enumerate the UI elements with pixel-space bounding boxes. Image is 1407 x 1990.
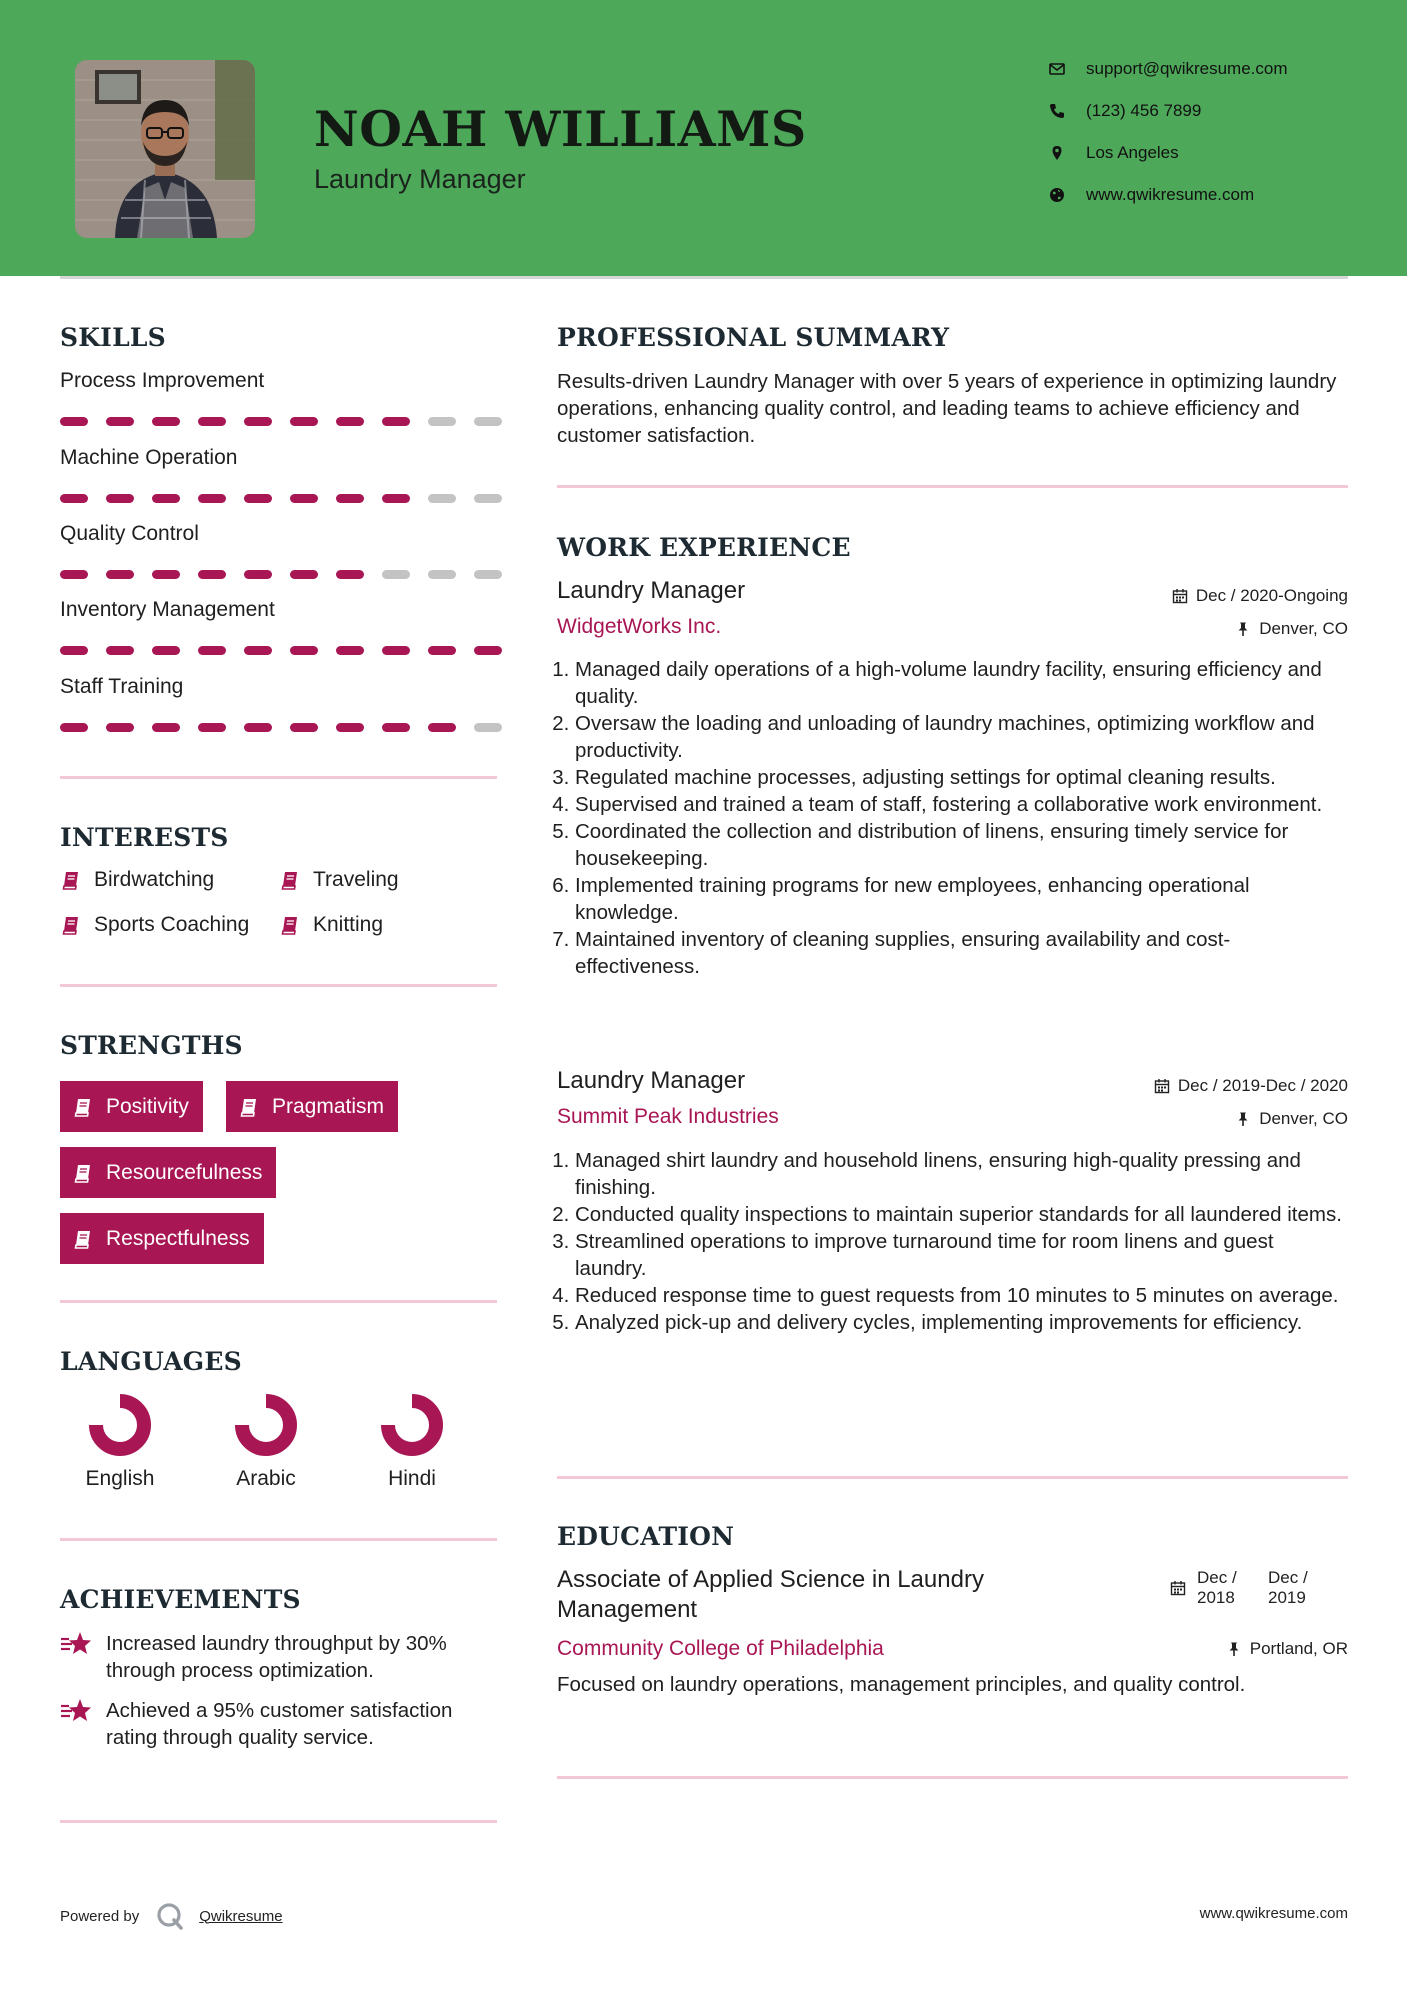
achievements-title: ACHIEVEMENTS <box>60 1585 301 1614</box>
education-title: EDUCATION <box>557 1522 735 1551</box>
skill-dash-filled <box>428 723 456 732</box>
achievement-text: Achieved a 95% customer satisfaction rating through quality service. <box>106 1699 453 1749</box>
job-title: Laundry Manager <box>557 1067 746 1094</box>
job-date-text: Dec / 2020-Ongoing <box>1195 586 1348 605</box>
skill-dash-filled <box>60 723 88 732</box>
qwikresume-link[interactable]: Qwikresume <box>199 1907 283 1925</box>
language-proficiency-arc <box>96 1401 144 1449</box>
skill-dash-empty <box>428 570 456 579</box>
header-banner <box>0 0 1407 276</box>
skill-dash-filled <box>290 417 318 426</box>
footer-powered-by <box>60 1901 283 1931</box>
education-start-year: 2018 <box>1197 1588 1235 1607</box>
skills-title: SKILLS <box>60 323 166 352</box>
skill-dash-filled <box>382 417 410 426</box>
responsibility-item: 1. Managed daily operations of a high-volume laundry facility, ensuring efficiency and quality. <box>575 656 1347 710</box>
responsibility-item: 2. Conducted quality inspections to maintain superior standards for all laundered items. <box>575 1201 1347 1228</box>
responsibility-item: 1. Managed shirt laundry and household linens, ensuring high-quality pressing and finishing. <box>575 1147 1347 1201</box>
skill-dash-filled <box>382 646 410 655</box>
strength-chip <box>60 1147 276 1198</box>
skill-dash-empty <box>474 570 502 579</box>
job-location <box>1235 619 1348 639</box>
responsibility-item: 4. Reduced response time to guest requests from 10 minutes to 5 minutes on average. <box>575 1282 1347 1309</box>
education-end-date <box>1268 1568 1308 1608</box>
skill-dash-filled <box>198 646 226 655</box>
responsibility-item: 2. Oversaw the loading and unloading of laundry machines, optimizing workflow and productivity. <box>575 710 1347 764</box>
contact-website-text: www.qwikresume.com <box>1086 185 1255 204</box>
language-name: Arabic <box>236 1467 296 1490</box>
skill-label: Inventory Management <box>60 598 275 621</box>
book-icon <box>238 1096 260 1118</box>
globe-icon <box>1048 186 1066 204</box>
language-proficiency-arc <box>242 1401 290 1449</box>
skill-level-bar <box>60 570 502 579</box>
skill-dash-filled <box>474 646 502 655</box>
achievement-text: Increased laundry throughput by 30% through process optimization. <box>106 1632 447 1682</box>
education-divider <box>557 1776 1348 1779</box>
skill-label: Quality Control <box>60 522 199 545</box>
skill-dash-filled <box>152 646 180 655</box>
skill-dash-empty <box>382 570 410 579</box>
skill-dash-filled <box>244 417 272 426</box>
education-end-month: Dec / <box>1268 1568 1308 1587</box>
skill-dash-filled <box>290 646 318 655</box>
job-company: Summit Peak Industries <box>557 1105 779 1128</box>
skill-dash-filled <box>290 570 318 579</box>
contact-phone[interactable] <box>1048 96 1378 126</box>
skill-dash-filled <box>152 417 180 426</box>
book-icon <box>60 914 82 936</box>
profile-photo <box>75 60 255 238</box>
skill-dash-filled <box>106 494 134 503</box>
interest-item <box>60 868 214 892</box>
interest-item <box>279 868 399 892</box>
book-icon <box>279 869 301 891</box>
skill-dash-filled <box>428 646 456 655</box>
skill-dash-filled <box>106 570 134 579</box>
skill-dash-filled <box>336 417 364 426</box>
education-degree: Associate of Applied Science in Laundry <box>557 1566 984 1593</box>
interest-item <box>279 913 383 937</box>
skill-dash-filled <box>198 570 226 579</box>
skill-level-bar <box>60 494 502 503</box>
skill-dash-filled <box>106 723 134 732</box>
contact-location <box>1048 138 1378 168</box>
job-location <box>1235 1109 1348 1129</box>
strength-label: Pragmatism <box>272 1094 385 1118</box>
profile-photo-illustration <box>75 60 255 238</box>
skill-dash-filled <box>244 494 272 503</box>
skills-divider <box>60 776 497 779</box>
languages-title: LANGUAGES <box>60 1347 242 1376</box>
qwikresume-logo-icon <box>155 1901 185 1931</box>
responsibility-item: 4. Supervised and trained a team of staff, fostering a collaborative work environment. <box>575 791 1347 818</box>
calendar-icon <box>1172 588 1188 604</box>
education-description: Focused on laundry operations, management principles, and quality control. <box>557 1673 1246 1696</box>
language-name: Hindi <box>388 1467 436 1490</box>
language-proficiency-ring <box>88 1393 152 1457</box>
languages-divider <box>60 1538 497 1541</box>
strengths-divider <box>60 1300 497 1303</box>
skill-dash-empty <box>474 494 502 503</box>
star-medal-icon <box>60 1630 94 1658</box>
responsibility-item: 5. Analyzed pick-up and delivery cycles, implementing improvements for efficiency. <box>575 1309 1347 1336</box>
book-icon <box>72 1228 94 1250</box>
strengths-title: STRENGTHS <box>60 1031 243 1060</box>
map-pin-icon <box>1048 144 1066 162</box>
achievements-divider <box>60 1820 497 1823</box>
strength-label: Respectfulness <box>106 1226 250 1250</box>
pushpin-icon <box>1226 1641 1242 1657</box>
skill-dash-empty <box>428 417 456 426</box>
summary-divider <box>557 485 1348 488</box>
contact-website[interactable] <box>1048 180 1378 210</box>
language-proficiency-ring <box>380 1393 444 1457</box>
experience-title: WORK EXPERIENCE <box>557 533 851 562</box>
skill-label: Process Improvement <box>60 369 265 392</box>
job-responsibilities <box>557 656 1347 980</box>
calendar-icon <box>1154 1078 1170 1094</box>
pushpin-icon <box>1235 621 1251 637</box>
skill-dash-filled <box>244 646 272 655</box>
strength-chip <box>60 1081 203 1132</box>
book-icon <box>72 1162 94 1184</box>
header-divider <box>60 276 1348 279</box>
skill-dash-filled <box>152 494 180 503</box>
language-item <box>352 1393 472 1491</box>
skill-dash-filled <box>106 417 134 426</box>
book-icon <box>279 914 301 936</box>
skill-dash-filled <box>244 570 272 579</box>
envelope-icon <box>1048 60 1066 78</box>
job-date-text: Dec / 2019-Dec / 2020 <box>1177 1076 1348 1095</box>
responsibility-item: 3. Regulated machine processes, adjusting settings for optimal cleaning results. <box>575 764 1347 791</box>
responsibility-item: 3. Streamlined operations to improve turnaround time for room linens and guest laundry. <box>575 1228 1347 1282</box>
skill-dash-filled <box>336 570 364 579</box>
skill-dash-empty <box>428 494 456 503</box>
achievement-item <box>60 1697 500 1751</box>
pushpin-icon <box>1235 1111 1251 1127</box>
book-icon <box>60 869 82 891</box>
responsibility-item: 7. Maintained inventory of cleaning supplies, ensuring availability and cost-effectiveness. <box>575 926 1347 980</box>
skill-level-bar <box>60 646 502 655</box>
skill-dash-filled <box>198 494 226 503</box>
language-proficiency-ring <box>234 1393 298 1457</box>
contact-phone-text: (123) 456 7899 <box>1086 101 1202 120</box>
skill-dash-filled <box>290 723 318 732</box>
education-location <box>1226 1639 1348 1659</box>
interest-label: Knitting <box>313 913 384 936</box>
education-end-year: 2019 <box>1268 1588 1306 1607</box>
candidate-name: NOAH WILLIAMS <box>314 100 807 158</box>
book-icon <box>72 1096 94 1118</box>
skill-dash-filled <box>152 723 180 732</box>
skill-dash-filled <box>60 570 88 579</box>
candidate-role: Laundry Manager <box>314 164 526 194</box>
skill-dash-filled <box>60 494 88 503</box>
responsibility-item: 5. Coordinated the collection and distribution of linens, ensuring timely service for housekeeping. <box>575 818 1347 872</box>
skill-dash-filled <box>336 494 364 503</box>
skill-dash-filled <box>198 417 226 426</box>
calendar-icon <box>1170 1580 1186 1596</box>
language-proficiency-arc <box>388 1401 436 1449</box>
skill-dash-filled <box>382 494 410 503</box>
interests-title: INTERESTS <box>60 823 229 852</box>
skill-dash-filled <box>336 723 364 732</box>
interest-label: Birdwatching <box>94 868 215 891</box>
achievement-item <box>60 1630 500 1684</box>
contact-location-text: Los Angeles <box>1086 143 1179 162</box>
skill-dash-filled <box>106 646 134 655</box>
skill-label: Staff Training <box>60 675 184 698</box>
education-location-text: Portland, OR <box>1249 1639 1348 1658</box>
strength-chip <box>60 1213 264 1264</box>
strength-label: Resourcefulness <box>106 1160 263 1184</box>
strength-chip <box>226 1081 398 1132</box>
job-date <box>1172 586 1348 606</box>
skill-dash-empty <box>474 417 502 426</box>
interest-item <box>60 913 249 937</box>
phone-icon <box>1048 102 1066 120</box>
skill-dash-filled <box>244 723 272 732</box>
interest-label: Traveling <box>313 868 399 891</box>
skill-dash-empty <box>474 723 502 732</box>
skill-dash-filled <box>198 723 226 732</box>
job-location-text: Denver, CO <box>1259 619 1348 638</box>
skill-dash-filled <box>336 646 364 655</box>
responsibility-item: 6. Implemented training programs for new employees, enhancing operational knowledge. <box>575 872 1347 926</box>
job-responsibilities <box>557 1147 1347 1336</box>
job-location-text: Denver, CO <box>1259 1109 1348 1128</box>
skill-label: Machine Operation <box>60 446 238 469</box>
education-school: Community College of Philadelphia <box>557 1637 884 1660</box>
footer-website[interactable]: www.qwikresume.com <box>1199 1905 1348 1922</box>
strength-label: Positivity <box>106 1094 189 1118</box>
experience-divider <box>557 1476 1348 1479</box>
job-date <box>1154 1076 1348 1096</box>
powered-by-label: Powered by <box>60 1907 140 1925</box>
education-start-month: Dec / <box>1197 1568 1237 1587</box>
summary-text: Results-driven Laundry Manager with over 5 years of experience in optimizing laundry operations, enhancing quality control, and leading teams to achieve efficiency and customer satisfaction. <box>557 370 1337 447</box>
skill-level-bar <box>60 723 502 732</box>
summary-title: PROFESSIONAL SUMMARY <box>557 323 950 352</box>
education-degree-continued: Management <box>557 1596 698 1623</box>
star-medal-icon <box>60 1697 94 1725</box>
interest-label: Sports Coaching <box>94 913 250 936</box>
language-item <box>60 1393 180 1491</box>
contact-email[interactable] <box>1048 54 1378 84</box>
skill-level-bar <box>60 417 502 426</box>
skill-dash-filled <box>152 570 180 579</box>
skill-dash-filled <box>382 723 410 732</box>
skill-dash-filled <box>60 417 88 426</box>
job-company: WidgetWorks Inc. <box>557 615 722 638</box>
language-name: English <box>85 1467 155 1490</box>
contact-email-text: support@qwikresume.com <box>1086 59 1288 78</box>
skill-dash-filled <box>60 646 88 655</box>
skill-dash-filled <box>290 494 318 503</box>
education-start-date <box>1197 1568 1237 1608</box>
interests-divider <box>60 984 497 987</box>
language-item <box>206 1393 326 1491</box>
job-title: Laundry Manager <box>557 577 746 604</box>
